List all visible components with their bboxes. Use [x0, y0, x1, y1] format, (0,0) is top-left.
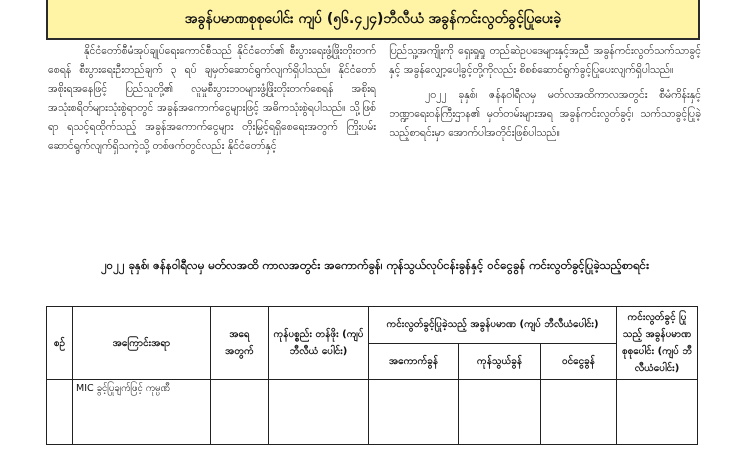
header-customs: အကောက်ခွန် — [369, 343, 459, 380]
header-no: စဉ် — [47, 307, 73, 380]
article-paragraph: နိုင်ငံတော်စီမံအုပ်ချုပ်ရေးကောင်စီသည် နိုင်ငံတော်၏ စီးပွားရေးဖွံ့ဖြိုးတိုးတက်စေရန် စီးပွားရေးဦးတည်ချက် ၃ ရပ် ချမှတ်ဆောင်ရွက်လျက်ရှိပါသည်။ နိုင်ငံတော်အစိုးရအနေဖြင့် ပြည်သူတို့၏ လူမှုစီးပွားဘဝများဖွံ့ဖြိုးတိုးတက်စေရန် အစိုးရ အသုံးစရိတ်များသုံးစွဲရာတွင် အခွန်အကောက်ငွေများဖြင့် အဓိကသုံးစွဲရပါသည်။ သို့ဖြစ်ရာ ရသင့်ရထိုက်သည့် အခွန်အကောက်ငွေများ တိုးမြှင့်ရရှိစေရေးအတွက် ကြိုးပမ်း ဆောင်ရွက်လျက်ရှိသကဲ့သို့ တစ်ဖက်တွင်လည်း နိုင်ငံတော်နှင့် — [48, 45, 376, 152]
table-title: ၂၀၂၂ ခုနှစ်၊ ဇန်နဝါရီလမှ မတ်လအထိ ကာလအတွင်း အကောက်ခွန်၊ ကုန်သွယ်လုပ်ငန်းခွန်နှင့် ဝင်ငွေခွန် ကင်းလွတ်ခွင့်ပြုခဲ့သည့်စာရင်း — [101, 258, 649, 272]
cell-item: MIC ခွင့်ပြုချက်ဖြင့် ကုမ္ပဏီ — [73, 380, 211, 445]
cell-income — [541, 380, 617, 445]
article-column-left — [48, 42, 376, 227]
cell-no — [47, 380, 73, 445]
header-item: အကြောင်းအရာ — [73, 307, 211, 380]
cell-total — [617, 380, 698, 445]
cell-commercial — [459, 380, 541, 445]
header-count: အရေ အတွက် — [211, 307, 269, 380]
header-goods-value: ကုန်ပစ္စည်း တန်ဖိုး (ကျပ်ဘီလီယံ ပေါင်း) — [269, 307, 369, 380]
header-exempt-group: ကင်းလွတ်ခွင့်ပြုခဲ့သည့် အခွန်ပမာဏ (ကျပ် ဘီလီယံပေါင်း) — [369, 307, 617, 344]
article-paragraph: ပြည်သူ့အကျိုးကို ရှေးရှုရှု တည်ဆဲဥပဒေများနှင့်အညီ အခွန်ကင်းလွတ်သက်သာခွင့်နှင့် အခွန်လျှော့ပေါ့ခွင့်တို့ကိုလည်း စိစစ်ဆောင်ရွက်ခွင့်ပြုပေးလျက်ရှိပါသည်။ — [389, 45, 701, 76]
exemption-table — [46, 306, 698, 445]
cell-customs — [369, 380, 459, 445]
cell-value — [269, 380, 369, 445]
table-row — [47, 380, 698, 445]
header-commercial: ကုန်သွယ်ခွန် — [459, 343, 541, 380]
article-paragraph: ၂၀၂၂ ခုနှစ်၊ ဇန်နဝါရီလမှ မတ်လအထိကာလအတွင်း စီမံကိန်းနှင့်ဘဏ္ဍာရေးဝန်ကြီးဌာန၏ မှတ်တမ်းများအရ အခွန်ကင်းလွတ်ခွင့်၊ သက်သာခွင့်ပြုခဲ့သည့်စာရင်းမှာ အောက်ပါအတိုင်းဖြစ်ပါသည်။ — [389, 89, 701, 139]
headline-title: အခွန်ပမာဏစုစုပေါင်း ကျပ် (၅၆.၄၂၄)ဘီလီယံ အခွန်ကင်းလွတ်ခွင့်ပြုပေးခဲ့ — [184, 10, 562, 27]
cell-count — [211, 380, 269, 445]
article-column-right — [389, 42, 701, 227]
headline-banner — [46, 0, 700, 40]
header-income: ဝင်ငွေခွန် — [541, 343, 617, 380]
table-header-row — [47, 307, 698, 344]
header-total: ကင်းလွတ်ခွင့် ပြုသည့် အခွန်ပမာဏ စုစုပေါင်း (ကျပ် ဘီလီယံပေါင်း) — [617, 307, 698, 380]
